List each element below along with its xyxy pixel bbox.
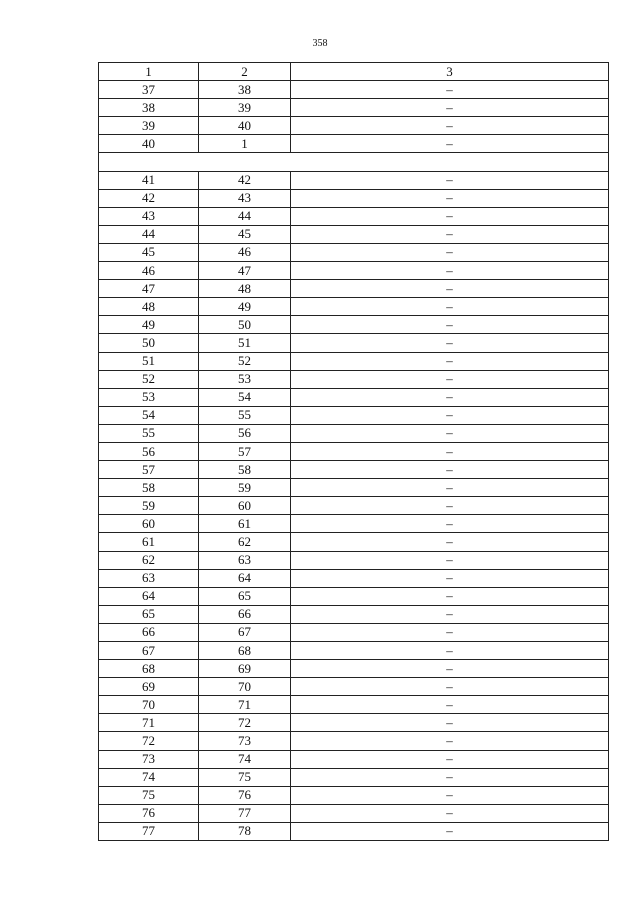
table-row — [99, 569, 609, 587]
table-cell-col2: 47 — [199, 262, 291, 280]
table-cell-col1: 51 — [99, 352, 199, 370]
table-cell-col2: 57 — [199, 442, 291, 460]
table-cell-col3: – — [291, 280, 609, 298]
table-cell-col1: 57 — [99, 461, 199, 479]
table-cell-col2: 39 — [199, 99, 291, 117]
table-cell-col1: 66 — [99, 623, 199, 641]
table-row — [99, 732, 609, 750]
table-cell-col1: 69 — [99, 678, 199, 696]
table-cell-col1: 47 — [99, 280, 199, 298]
table-cell-col1: 42 — [99, 189, 199, 207]
table-cell-col3: – — [291, 696, 609, 714]
table-row — [99, 642, 609, 660]
table-cell-col2: 51 — [199, 334, 291, 352]
table-cell-col2: 59 — [199, 479, 291, 497]
table-cell-col1: 50 — [99, 334, 199, 352]
table-cell-col2: 66 — [199, 605, 291, 623]
table-cell-col1: 61 — [99, 533, 199, 551]
table-cell-col2: 72 — [199, 714, 291, 732]
table-cell-col2: 50 — [199, 316, 291, 334]
table-row — [99, 497, 609, 515]
table-row — [99, 424, 609, 442]
table-row — [99, 678, 609, 696]
table-cell-col3: – — [291, 352, 609, 370]
table-row — [99, 262, 609, 280]
table-cell-col1: 53 — [99, 388, 199, 406]
table-cell-col1: 60 — [99, 515, 199, 533]
table-cell-col3: – — [291, 768, 609, 786]
table-cell-col2: 63 — [199, 551, 291, 569]
table-cell-col1: 46 — [99, 262, 199, 280]
table-cell-col3: – — [291, 225, 609, 243]
table-cell-col3: – — [291, 515, 609, 533]
table-cell-col2: 64 — [199, 569, 291, 587]
table-row — [99, 280, 609, 298]
table-cell-col3: – — [291, 822, 609, 840]
table-cell-col2: 55 — [199, 406, 291, 424]
table-row — [99, 81, 609, 99]
table-cell-col1: 52 — [99, 370, 199, 388]
table-cell-col1: 59 — [99, 497, 199, 515]
table-cell-col2: 43 — [199, 189, 291, 207]
table-cell-col3: – — [291, 497, 609, 515]
table-cell-col2: 58 — [199, 461, 291, 479]
table-cell-col3: – — [291, 316, 609, 334]
table-row — [99, 225, 609, 243]
table-row — [99, 406, 609, 424]
table-row — [99, 786, 609, 804]
table-row — [99, 334, 609, 352]
table-cell-col1: 64 — [99, 587, 199, 605]
table-cell-col2: 77 — [199, 804, 291, 822]
table-cell-col1: 73 — [99, 750, 199, 768]
table-row — [99, 768, 609, 786]
table-cell-col3: – — [291, 750, 609, 768]
table-cell-col3: – — [291, 99, 609, 117]
table-row — [99, 587, 609, 605]
table-cell-col2: 52 — [199, 352, 291, 370]
table-cell-col1: 68 — [99, 660, 199, 678]
table-cell-col1: 48 — [99, 298, 199, 316]
table-row — [99, 99, 609, 117]
table-cell-col3: – — [291, 207, 609, 225]
table-cell-col1: 39 — [99, 117, 199, 135]
column-header-1: 1 — [99, 63, 199, 81]
table-group-1 — [99, 81, 609, 153]
table-cell-col3: – — [291, 623, 609, 641]
table-cell-col1: 41 — [99, 171, 199, 189]
table-cell-col2: 74 — [199, 750, 291, 768]
table-cell-col2: 49 — [199, 298, 291, 316]
table-cell-col3: – — [291, 533, 609, 551]
table-cell-col3: – — [291, 587, 609, 605]
table-cell-col3: – — [291, 135, 609, 153]
table-cell-col1: 72 — [99, 732, 199, 750]
table-cell-col1: 63 — [99, 569, 199, 587]
table-cell-col2: 62 — [199, 533, 291, 551]
table-cell-col3: – — [291, 605, 609, 623]
table-cell-col1: 71 — [99, 714, 199, 732]
table-cell-col2: 45 — [199, 225, 291, 243]
table-cell-col1: 62 — [99, 551, 199, 569]
table-cell-col3: – — [291, 424, 609, 442]
table-row — [99, 533, 609, 551]
table-cell-col2: 68 — [199, 642, 291, 660]
table-cell-col3: – — [291, 732, 609, 750]
table-cell-col1: 49 — [99, 316, 199, 334]
table-cell-col1: 37 — [99, 81, 199, 99]
table-cell-col3: – — [291, 714, 609, 732]
empty-separator-row — [99, 153, 609, 171]
table-row — [99, 316, 609, 334]
table-cell-col2: 40 — [199, 117, 291, 135]
table-cell-col2: 78 — [199, 822, 291, 840]
table-cell-col2: 53 — [199, 370, 291, 388]
table-row — [99, 822, 609, 840]
table-cell-col3: – — [291, 660, 609, 678]
table-cell-col2: 42 — [199, 171, 291, 189]
table-group-2 — [99, 171, 609, 840]
table-cell-col3: – — [291, 442, 609, 460]
table-cell-col2: 1 — [199, 135, 291, 153]
table-row — [99, 461, 609, 479]
table-row — [99, 605, 609, 623]
table-cell-col1: 54 — [99, 406, 199, 424]
table-cell-col1: 77 — [99, 822, 199, 840]
table-cell-col1: 65 — [99, 605, 199, 623]
table-cell-col2: 75 — [199, 768, 291, 786]
table-row — [99, 623, 609, 641]
table-row — [99, 515, 609, 533]
table-cell-col2: 38 — [199, 81, 291, 99]
table-cell-col3: – — [291, 479, 609, 497]
table-cell-col2: 73 — [199, 732, 291, 750]
table-row — [99, 171, 609, 189]
table-cell-col1: 74 — [99, 768, 199, 786]
table-cell-col2: 44 — [199, 207, 291, 225]
table-cell-col3: – — [291, 804, 609, 822]
data-table — [98, 62, 609, 841]
column-header-2: 2 — [199, 63, 291, 81]
table-cell-col1: 55 — [99, 424, 199, 442]
table-cell-col1: 40 — [99, 135, 199, 153]
table-row — [99, 370, 609, 388]
table-cell-col3: – — [291, 388, 609, 406]
table-cell-col1: 70 — [99, 696, 199, 714]
table-cell-col2: 61 — [199, 515, 291, 533]
table-cell-col2: 67 — [199, 623, 291, 641]
table-cell-col3: – — [291, 461, 609, 479]
table-row — [99, 696, 609, 714]
table-cell-col3: – — [291, 551, 609, 569]
table-cell-col3: – — [291, 262, 609, 280]
table-row — [99, 135, 609, 153]
table-cell-col2: 76 — [199, 786, 291, 804]
table-row — [99, 804, 609, 822]
table-row — [99, 442, 609, 460]
table-row — [99, 298, 609, 316]
table-row — [99, 243, 609, 261]
section-break — [99, 153, 609, 171]
table-cell-col3: – — [291, 298, 609, 316]
page-number: 358 — [312, 38, 328, 49]
table-cell-col2: 46 — [199, 243, 291, 261]
empty-separator-cell — [99, 153, 609, 171]
table-cell-col1: 45 — [99, 243, 199, 261]
table-cell-col2: 70 — [199, 678, 291, 696]
table-row — [99, 750, 609, 768]
table-cell-col1: 56 — [99, 442, 199, 460]
table-cell-col2: 54 — [199, 388, 291, 406]
table-cell-col3: – — [291, 81, 609, 99]
table-row — [99, 388, 609, 406]
table-cell-col3: – — [291, 786, 609, 804]
table-cell-col3: – — [291, 642, 609, 660]
table-row — [99, 660, 609, 678]
table-cell-col1: 44 — [99, 225, 199, 243]
table-cell-col2: 71 — [199, 696, 291, 714]
table-cell-col2: 69 — [199, 660, 291, 678]
table-cell-col2: 56 — [199, 424, 291, 442]
table-cell-col3: – — [291, 334, 609, 352]
table-cell-col2: 65 — [199, 587, 291, 605]
table-row — [99, 479, 609, 497]
table-cell-col1: 43 — [99, 207, 199, 225]
column-header-3: 3 — [291, 63, 609, 81]
table-row — [99, 352, 609, 370]
table-cell-col3: – — [291, 370, 609, 388]
table-cell-col3: – — [291, 678, 609, 696]
table-cell-col3: – — [291, 189, 609, 207]
table-row — [99, 189, 609, 207]
table-cell-col1: 58 — [99, 479, 199, 497]
table-cell-col3: – — [291, 117, 609, 135]
table-cell-col1: 76 — [99, 804, 199, 822]
table-cell-col2: 48 — [199, 280, 291, 298]
table-cell-col3: – — [291, 171, 609, 189]
table-row — [99, 207, 609, 225]
table-cell-col1: 38 — [99, 99, 199, 117]
table-cell-col3: – — [291, 243, 609, 261]
table-cell-col3: – — [291, 406, 609, 424]
table-cell-col1: 75 — [99, 786, 199, 804]
table-row — [99, 117, 609, 135]
table-row — [99, 551, 609, 569]
header-row — [99, 63, 609, 81]
table-row — [99, 714, 609, 732]
table-cell-col2: 60 — [199, 497, 291, 515]
table-cell-col3: – — [291, 569, 609, 587]
table-cell-col1: 67 — [99, 642, 199, 660]
